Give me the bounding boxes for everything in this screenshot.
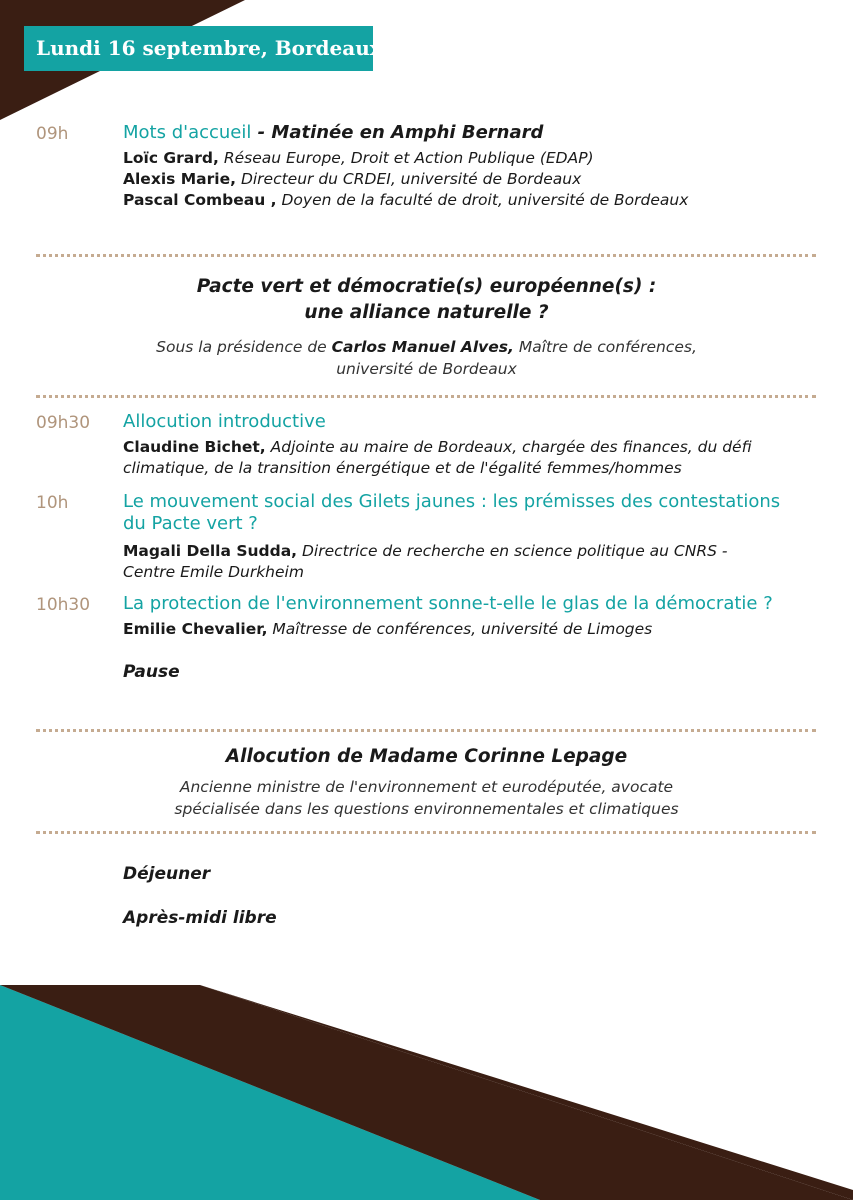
session-title: Allocution introductive: [123, 411, 326, 432]
keynote-title: Allocution de Madame Corinne Lepage: [225, 746, 628, 767]
chair-role: Maître de conférences,: [518, 338, 697, 356]
welcome-time: 09h: [36, 124, 69, 144]
date-banner: Lundi 16 septembre, Bordeaux: [24, 26, 373, 71]
session-time: 10h: [36, 493, 69, 513]
speaker-name: Magali Della Sudda,: [123, 542, 298, 560]
speaker-role: Adjointe au maire de Bordeaux, chargée des finances, du défi: [270, 438, 752, 456]
dotted-divider: [36, 729, 816, 732]
session-gilets-jaunes: [123, 491, 823, 583]
speaker-row: [123, 190, 823, 211]
session-time: 10h30: [36, 595, 91, 615]
speaker-role: Maîtresse de conférences, université de Limoges: [272, 620, 653, 638]
theme-title-line-1: Pacte vert et démocratie(s) européenne(s) :: [196, 276, 657, 297]
session-time: 09h30: [36, 413, 91, 433]
lunch-label: Déjeuner: [123, 864, 211, 884]
speaker-row: [123, 437, 823, 458]
chair-prefix: Sous la présidence de: [156, 338, 327, 356]
keynote-desc-line-2: spécialisée dans les questions environnementales et climatiques: [174, 800, 679, 818]
speaker-name: Emilie Chevalier,: [123, 620, 268, 638]
session-title: Le mouvement social des Gilets jaunes : les prémisses des contestations: [123, 491, 781, 512]
chair-name: Carlos Manuel Alves,: [331, 338, 514, 356]
speaker-role: Directeur du CRDEI, université de Bordeaux: [240, 170, 582, 188]
keynote-desc-line-1: Ancienne ministre de l'environnement et eurodéputée, avocate: [179, 778, 674, 796]
speaker-name: Claudine Bichet,: [123, 438, 266, 456]
theme-title-line-2: une alliance naturelle ?: [304, 302, 549, 323]
welcome-session: [123, 122, 823, 211]
chair-affiliation: université de Bordeaux: [336, 360, 517, 378]
speaker-role: Réseau Europe, Droit et Action Publique (EDAP): [223, 149, 594, 167]
speaker-row: [123, 619, 823, 640]
dotted-divider: [36, 395, 816, 398]
chair-line: [0, 336, 853, 358]
welcome-title: [123, 122, 823, 144]
speaker-name: Loïc Grard,: [123, 149, 219, 167]
session-intro: [123, 411, 823, 479]
speaker-row: [123, 169, 823, 190]
session-environment: [123, 593, 823, 640]
welcome-subtitle: Matinée en Amphi Bernard: [271, 122, 544, 143]
dotted-divider: [36, 254, 816, 257]
welcome-title-text: Mots d'accueil: [123, 122, 252, 143]
speaker-role: Centre Emile Durkheim: [123, 563, 304, 581]
afternoon-label: Après-midi libre: [123, 908, 277, 928]
speaker-name: Alexis Marie,: [123, 170, 236, 188]
dotted-divider: [36, 831, 816, 834]
speaker-role: climatique, de la transition énergétique et de l'égalité femmes/hommes: [123, 459, 682, 477]
welcome-separator: -: [251, 122, 272, 143]
speaker-role: Directrice de recherche en science politique au CNRS -: [302, 542, 728, 560]
speaker-row: [123, 541, 823, 562]
session-title: La protection de l'environnement sonne-t-elle le glas de la démocratie ?: [123, 593, 773, 614]
speaker-role-cont: [123, 458, 823, 479]
session-title-cont: du Pacte vert ?: [123, 513, 258, 534]
speaker-row: [123, 148, 823, 169]
speaker-name: Pascal Combeau ,: [123, 191, 277, 209]
speaker-role: Doyen de la faculté de droit, université de Bordeaux: [281, 191, 689, 209]
pause-label: Pause: [123, 662, 180, 682]
speaker-role-cont: [123, 562, 823, 583]
